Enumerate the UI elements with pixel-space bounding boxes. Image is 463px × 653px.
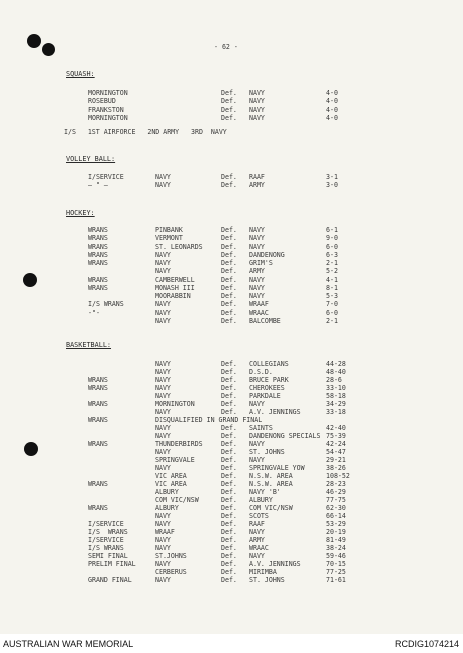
result-cell: WRANS bbox=[88, 226, 108, 234]
result-cell: PARKDALE bbox=[249, 392, 281, 400]
result-cell: COM VIC/NSW bbox=[249, 504, 293, 512]
result-cell: NAVY bbox=[155, 576, 171, 584]
result-cell: WRANS bbox=[88, 259, 108, 267]
result-cell: WRAAC bbox=[249, 308, 269, 317]
result-cell: WRANS bbox=[88, 275, 108, 284]
result-cell: Def. bbox=[221, 242, 237, 251]
result-cell: Def. bbox=[221, 283, 237, 292]
result-cell: Def. bbox=[221, 384, 237, 392]
page-number: - 62 - bbox=[214, 43, 238, 51]
result-cell: 6-0 bbox=[326, 242, 338, 251]
result-cell: WRANS bbox=[88, 416, 108, 424]
result-cell: VIC AREA bbox=[155, 472, 187, 480]
result-cell: 48-40 bbox=[326, 368, 346, 376]
result-cell: BRUCE PARK bbox=[249, 376, 289, 384]
result-cell: Def. bbox=[221, 250, 237, 259]
result-cell: 4-1 bbox=[326, 275, 338, 284]
result-cell: VIC AREA bbox=[155, 480, 187, 488]
result-cell: 4-0 bbox=[326, 105, 338, 114]
result-cell: SCOTS bbox=[249, 512, 269, 520]
result-cell: 6-1 bbox=[326, 226, 338, 234]
result-cell: GRIM'S bbox=[249, 259, 273, 267]
result-cell: WRANS bbox=[88, 384, 108, 392]
result-cell: 8-1 bbox=[326, 283, 338, 292]
result-cell: Def. bbox=[221, 544, 237, 552]
result-cell: WRANS bbox=[88, 283, 108, 292]
result-cell: SPRINGVALE bbox=[155, 456, 195, 464]
result-cell: Def. bbox=[221, 181, 237, 190]
result-cell: NAVY bbox=[155, 536, 171, 544]
result-cell: NAVY bbox=[155, 259, 171, 267]
footer-reference: RCDIG1074214 bbox=[394, 639, 459, 649]
result-cell: NAVY bbox=[249, 242, 265, 251]
result-cell: RAAF bbox=[249, 520, 265, 528]
interservice-placing: I/S 1ST AIRFORCE 2ND ARMY 3RD NAVY bbox=[64, 128, 227, 136]
result-cell: THUNDERBIRDS bbox=[155, 440, 203, 448]
result-cell: Def. bbox=[221, 520, 237, 528]
result-cell: COLLEGIANS bbox=[249, 360, 289, 368]
result-cell: NAVY bbox=[155, 448, 171, 456]
result-cell: NAVY bbox=[155, 316, 171, 325]
punch-hole bbox=[23, 273, 37, 287]
result-cell: Def. bbox=[221, 448, 237, 456]
result-cell: WRANS bbox=[88, 400, 108, 408]
result-cell: Def. bbox=[221, 292, 237, 300]
result-cell: Def. bbox=[221, 568, 237, 576]
result-cell: 4-0 bbox=[326, 114, 338, 123]
result-cell: Def. bbox=[221, 173, 237, 181]
result-cell: DISQUALIFIED IN GRAND FINAL bbox=[155, 416, 263, 424]
result-cell: NAVY bbox=[155, 181, 171, 190]
result-cell: Def. bbox=[221, 392, 237, 400]
result-cell: Def. bbox=[221, 259, 237, 267]
result-cell: A.V. JENNINGS bbox=[249, 560, 301, 568]
result-cell: I/SERVICE bbox=[88, 520, 124, 528]
result-cell: Def. bbox=[221, 400, 237, 408]
result-cell: 2-1 bbox=[326, 259, 338, 267]
result-cell: 33-18 bbox=[326, 408, 346, 416]
result-cell: Def. bbox=[221, 97, 237, 106]
result-cell: ST. JOHNS bbox=[249, 576, 285, 584]
result-cell: MOORABBIN bbox=[155, 292, 191, 300]
result-cell: Def. bbox=[221, 424, 237, 432]
result-cell: NAVY bbox=[249, 114, 265, 123]
result-cell: WRANS bbox=[88, 480, 108, 488]
result-cell: MONASH III bbox=[155, 283, 195, 292]
result-cell: MORNINGTON bbox=[88, 89, 128, 97]
result-cell: 71-61 bbox=[326, 576, 346, 584]
result-cell: WRANS bbox=[88, 250, 108, 259]
result-cell: Def. bbox=[221, 440, 237, 448]
result-cell: COM VIC/NSW bbox=[155, 496, 199, 504]
result-cell: CHEROKEES bbox=[249, 384, 285, 392]
result-cell: 6-3 bbox=[326, 250, 338, 259]
result-cell: 9-0 bbox=[326, 234, 338, 243]
result-cell: 44-28 bbox=[326, 360, 346, 368]
result-cell: 42-40 bbox=[326, 424, 346, 432]
result-cell: 28-23 bbox=[326, 480, 346, 488]
result-cell: BALCOMBE bbox=[249, 316, 281, 325]
result-cell: Def. bbox=[221, 234, 237, 243]
result-cell: 20-19 bbox=[326, 528, 346, 536]
result-cell: Def. bbox=[221, 226, 237, 234]
result-cell: WRAAF bbox=[155, 528, 175, 536]
result-cell: 5-3 bbox=[326, 292, 338, 300]
punch-hole bbox=[24, 442, 38, 456]
result-cell: ST.JOHNS bbox=[155, 552, 187, 560]
result-cell: Def. bbox=[221, 300, 237, 309]
result-cell: 42-24 bbox=[326, 440, 346, 448]
result-cell: MORNINGTON bbox=[155, 400, 195, 408]
result-cell: RAAF bbox=[249, 173, 265, 181]
punch-hole bbox=[42, 43, 55, 56]
result-cell: Def. bbox=[221, 105, 237, 114]
footer bbox=[0, 634, 463, 653]
result-cell: 54-47 bbox=[326, 448, 346, 456]
result-cell: 59-46 bbox=[326, 552, 346, 560]
result-cell: WRAAC bbox=[249, 544, 269, 552]
result-cell: NAVY bbox=[155, 250, 171, 259]
result-cell: ALBURY bbox=[155, 488, 179, 496]
result-cell: ARMY bbox=[249, 181, 265, 190]
result-cell: I/S WRANS bbox=[88, 300, 124, 309]
result-cell: Def. bbox=[221, 552, 237, 560]
result-cell: SEMI FINAL bbox=[88, 552, 128, 560]
result-cell: NAVY bbox=[155, 432, 171, 440]
result-cell: -"- bbox=[88, 308, 100, 317]
result-cell: NAVY bbox=[155, 520, 171, 528]
result-cell: Def. bbox=[221, 89, 237, 97]
result-cell: PRELIM FINAL bbox=[88, 560, 136, 568]
result-cell: NAVY bbox=[155, 384, 171, 392]
result-cell: Def. bbox=[221, 472, 237, 480]
result-cell: Def. bbox=[221, 114, 237, 123]
result-cell: NAVY bbox=[249, 456, 265, 464]
result-cell: NAVY bbox=[155, 173, 171, 181]
result-cell: 75-39 bbox=[326, 432, 346, 440]
result-cell: 66-14 bbox=[326, 512, 346, 520]
result-cell: SAINTS bbox=[249, 424, 273, 432]
result-cell: NAVY bbox=[155, 512, 171, 520]
result-cell: Def. bbox=[221, 576, 237, 584]
result-cell: ARMY bbox=[249, 536, 265, 544]
result-cell: WRANS bbox=[88, 504, 108, 512]
result-cell: 4-0 bbox=[326, 97, 338, 106]
result-cell: Def. bbox=[221, 267, 237, 276]
result-cell: 5-2 bbox=[326, 267, 338, 276]
result-cell: ST. LEONARDS bbox=[155, 242, 203, 251]
result-cell: I/S WRANS bbox=[88, 544, 124, 552]
result-cell: 33-10 bbox=[326, 384, 346, 392]
result-cell: 34-29 bbox=[326, 400, 346, 408]
result-cell: MIRIMBA bbox=[249, 568, 277, 576]
result-cell: FRANKSTON bbox=[88, 105, 124, 114]
result-cell: NAVY bbox=[249, 400, 265, 408]
result-cell: NAVY bbox=[155, 308, 171, 317]
result-cell: Def. bbox=[221, 512, 237, 520]
result-cell: NAVY bbox=[155, 267, 171, 276]
result-cell: 38-26 bbox=[326, 464, 346, 472]
result-cell: Def. bbox=[221, 464, 237, 472]
result-cell: NAVY bbox=[249, 440, 265, 448]
result-cell: Def. bbox=[221, 408, 237, 416]
result-cell: 81-49 bbox=[326, 536, 346, 544]
result-cell: NAVY bbox=[249, 528, 265, 536]
result-cell: Def. bbox=[221, 308, 237, 317]
result-cell: Def. bbox=[221, 480, 237, 488]
result-cell: Def. bbox=[221, 536, 237, 544]
result-cell: 29-21 bbox=[326, 456, 346, 464]
result-cell: ALBURY bbox=[249, 496, 273, 504]
result-cell: 3-0 bbox=[326, 181, 338, 190]
result-cell: 38-24 bbox=[326, 544, 346, 552]
result-cell: Def. bbox=[221, 376, 237, 384]
section-heading: BASKETBALL: bbox=[66, 341, 112, 349]
result-cell: NAVY bbox=[249, 552, 265, 560]
result-cell: 77-75 bbox=[326, 496, 346, 504]
result-cell: 6-0 bbox=[326, 308, 338, 317]
result-cell: Def. bbox=[221, 496, 237, 504]
result-cell: NAVY bbox=[249, 283, 265, 292]
result-cell: I/S WRANS bbox=[88, 528, 128, 536]
result-cell: D.S.D. bbox=[249, 368, 273, 376]
result-cell: WRANS bbox=[88, 242, 108, 251]
result-cell: NAVY 'B' bbox=[249, 488, 281, 496]
result-cell: CERBERUS bbox=[155, 568, 187, 576]
result-cell: Def. bbox=[221, 488, 237, 496]
section-heading: HOCKEY: bbox=[66, 209, 95, 217]
result-cell: Def. bbox=[221, 316, 237, 325]
result-cell: Def. bbox=[221, 528, 237, 536]
result-cell: NAVY bbox=[249, 105, 265, 114]
result-cell: NAVY bbox=[155, 360, 171, 368]
result-cell: NAVY bbox=[155, 464, 171, 472]
result-cell: 28-6 bbox=[326, 376, 342, 384]
result-cell: 4-0 bbox=[326, 89, 338, 97]
result-cell: NAVY bbox=[155, 408, 171, 416]
result-cell: NAVY bbox=[155, 544, 171, 552]
footer-credit: AUSTRALIAN WAR MEMORIAL bbox=[3, 639, 134, 649]
section-heading: SQUASH: bbox=[66, 70, 95, 78]
result-cell: – " – bbox=[88, 181, 108, 190]
result-cell: WRANS bbox=[88, 440, 108, 448]
result-cell: 70-15 bbox=[326, 560, 346, 568]
result-cell: 2-1 bbox=[326, 316, 338, 325]
result-cell: I/SERVICE bbox=[88, 173, 124, 181]
result-cell: Def. bbox=[221, 560, 237, 568]
result-cell: NAVY bbox=[249, 234, 265, 243]
result-cell: NAVY bbox=[249, 275, 265, 284]
result-cell: CAMBERWELL bbox=[155, 275, 195, 284]
result-cell: NAVY bbox=[249, 292, 265, 300]
result-cell: ALBURY bbox=[155, 504, 179, 512]
result-cell: NAVY bbox=[155, 424, 171, 432]
result-cell: NAVY bbox=[249, 97, 265, 106]
result-cell: A.V. JENNINGS bbox=[249, 408, 301, 416]
result-cell: SPRINGVALE YOW bbox=[249, 464, 305, 472]
result-cell: ARMY bbox=[249, 267, 265, 276]
result-cell: N.S.W. AREA bbox=[249, 472, 293, 480]
result-cell: NAVY bbox=[155, 392, 171, 400]
result-cell: 7-0 bbox=[326, 300, 338, 309]
result-cell: DANDENONG bbox=[249, 250, 285, 259]
punch-hole bbox=[27, 34, 41, 48]
result-cell: NAVY bbox=[249, 89, 265, 97]
result-cell: GRAND FINAL bbox=[88, 576, 132, 584]
result-cell: Def. bbox=[221, 368, 237, 376]
result-cell: NAVY bbox=[155, 368, 171, 376]
result-cell: 108-52 bbox=[326, 472, 350, 480]
result-cell: PINBANK bbox=[155, 226, 183, 234]
result-cell: ST. JOHNS bbox=[249, 448, 285, 456]
result-cell: NAVY bbox=[155, 560, 171, 568]
result-cell: 46-29 bbox=[326, 488, 346, 496]
result-cell: NAVY bbox=[249, 226, 265, 234]
result-cell: 53-29 bbox=[326, 520, 346, 528]
result-cell: NAVY bbox=[155, 376, 171, 384]
result-cell: Def. bbox=[221, 456, 237, 464]
result-cell: Def. bbox=[221, 360, 237, 368]
result-cell: 58-18 bbox=[326, 392, 346, 400]
result-cell: 62-30 bbox=[326, 504, 346, 512]
result-cell: N.S.W. AREA bbox=[249, 480, 293, 488]
result-cell: 3-1 bbox=[326, 173, 338, 181]
result-cell: DANDENONG SPECIALS bbox=[249, 432, 321, 440]
result-cell: WRANS bbox=[88, 234, 108, 243]
result-cell: 77-25 bbox=[326, 568, 346, 576]
result-cell: WRANS bbox=[88, 376, 108, 384]
result-cell: I/SERVICE bbox=[88, 536, 124, 544]
result-cell: WRAAF bbox=[249, 300, 269, 309]
result-cell: Def. bbox=[221, 432, 237, 440]
result-cell: MORNINGTON bbox=[88, 114, 128, 123]
result-cell: ROSEBUD bbox=[88, 97, 116, 106]
result-cell: NAVY bbox=[155, 300, 171, 309]
result-cell: Def. bbox=[221, 275, 237, 284]
result-cell: VERMONT bbox=[155, 234, 183, 243]
section-heading: VOLLEY BALL: bbox=[66, 155, 116, 163]
result-cell: Def. bbox=[221, 504, 237, 512]
